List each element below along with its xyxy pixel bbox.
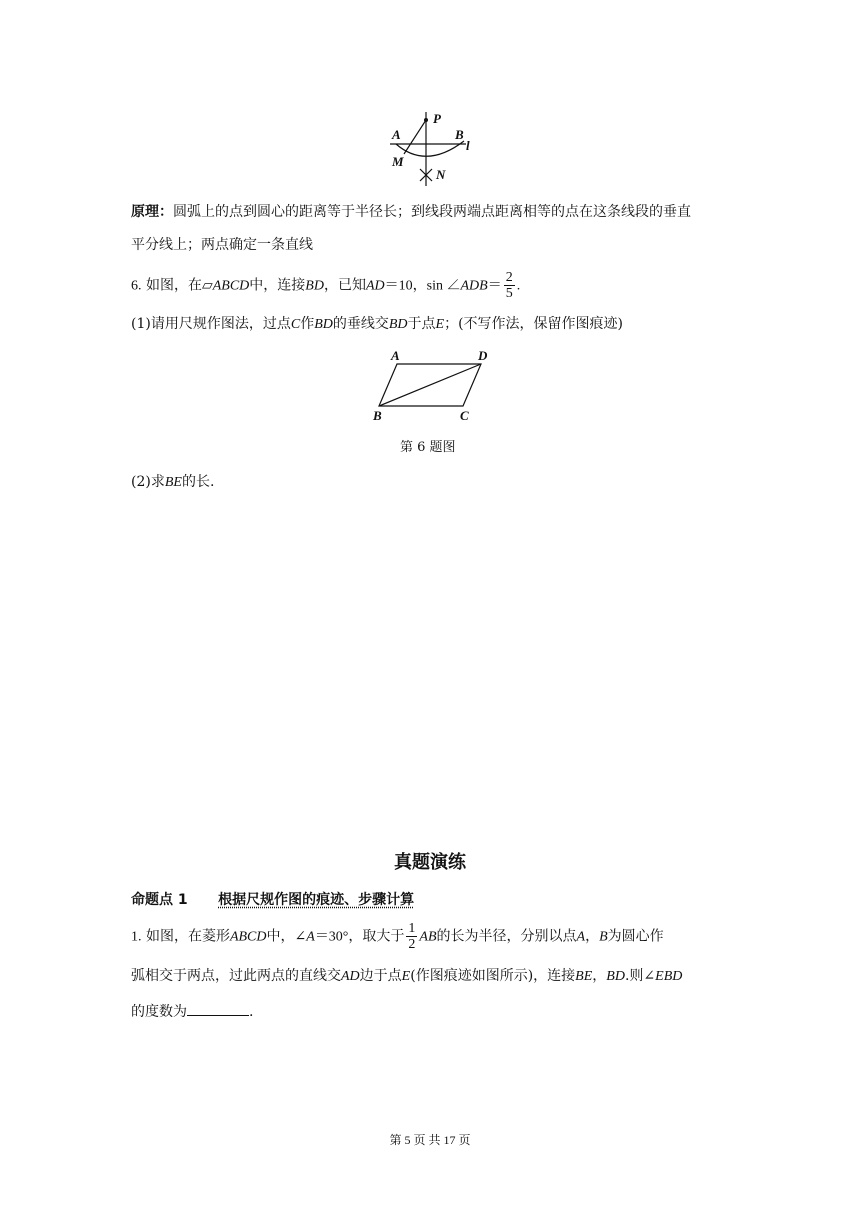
label-n: N [436, 167, 446, 182]
principle-label: 原理： [131, 204, 173, 220]
fraction-numerator: 2 [505, 270, 513, 285]
q1-var: BE [575, 969, 593, 984]
q1-var: A [306, 929, 315, 945]
q1-text: ， [585, 928, 600, 945]
q1-text: 的度数为 [131, 1004, 187, 1020]
page-footer: 第 5 页 共 17 页 [389, 1133, 471, 1147]
q6-p1-var: E [435, 317, 445, 332]
q6-p2-text: (2)求 [131, 474, 165, 490]
q1-fraction [406, 921, 417, 952]
q1-var: EBD [655, 969, 683, 984]
label-b: B [455, 127, 464, 142]
q1-text: (作图痕迹如图所示)，连接 [410, 968, 576, 984]
q6-stem [131, 270, 520, 302]
q1-text: . [249, 1004, 254, 1020]
q6-p1-var: C [290, 317, 301, 332]
label-d: D [478, 348, 488, 363]
q6-text: 如图，在▱ [145, 277, 213, 294]
q6-text: ，已知 [323, 277, 366, 294]
parallelogram-figure [366, 346, 496, 426]
label-p: P [433, 111, 441, 126]
principle-text-2: 平分线上；两点确定一条直线 [131, 237, 313, 253]
q6-p1-text: 的垂线交 [332, 316, 389, 332]
label-l: l [466, 138, 470, 153]
fraction-numerator: 1 [408, 921, 416, 936]
q1-line-1 [131, 921, 664, 953]
q6-p1-text: 作 [300, 316, 315, 332]
label-c: C [460, 408, 469, 423]
q6-p2-var: BE [164, 475, 182, 490]
point-label: 命题点 1 [131, 892, 188, 908]
q6-text: ＝10，sin ∠ [384, 278, 461, 294]
q1-var: A [576, 929, 586, 945]
q1-var: ABCD [229, 929, 267, 945]
point-p [424, 118, 428, 122]
q1-text: 为圆心作 [607, 928, 664, 945]
q1-var: AB [419, 929, 437, 945]
q1-text: 如图，在菱形 [145, 928, 230, 945]
q1-var: B [599, 929, 608, 945]
q1-var: E [401, 969, 411, 984]
q6-p1-var: BD [388, 317, 408, 332]
q6-part-2 [131, 472, 214, 493]
proposition-point [131, 890, 414, 910]
q6-number: 6. [131, 278, 142, 294]
q6-p1-text: ；(不写作法，保留作图痕迹) [444, 316, 624, 332]
q1-var: BD [606, 969, 625, 984]
construction-arc [396, 141, 464, 156]
answer-blank[interactable] [187, 1001, 249, 1016]
q1-line-3 [131, 1001, 253, 1022]
q6-var: ADB [460, 278, 488, 294]
point-text: 根据尺规作图的痕迹、步骤计算 [218, 892, 415, 908]
q6-text: . [516, 278, 521, 294]
label-m: M [392, 154, 404, 169]
q1-text: 中，∠ [266, 928, 307, 945]
q6-p1-text: (1)请用尺规作图法，过点 [131, 316, 291, 332]
q6-var: AD [365, 278, 385, 294]
fraction-denominator: 5 [505, 286, 513, 301]
radius-segment [404, 120, 426, 154]
q1-var: AD [341, 969, 360, 984]
label-a: A [391, 348, 400, 363]
q6-text: ＝ [487, 277, 502, 294]
principle-text-1: 圆弧上的点到圆心的距离等于半径长；到线段两端点距离相等的点在这条线段的垂直 [173, 204, 691, 220]
label-a: A [392, 127, 401, 142]
q1-text: 的长为半径，分别以点 [436, 928, 577, 945]
q6-var: ABCD [212, 278, 250, 294]
q1-text: ， [592, 968, 607, 984]
label-b: B [373, 408, 382, 423]
figure-caption: 第 6 题图 [400, 440, 456, 455]
q6-var: BD [305, 278, 324, 294]
section-title: 真题演练 [394, 852, 466, 873]
q6-p2-text: 的长. [181, 474, 215, 490]
q6-p1-var: BD [314, 317, 333, 332]
q6-part-1 [131, 314, 623, 335]
fraction-denominator: 2 [408, 937, 416, 952]
q6-text: 中，连接 [249, 277, 306, 294]
q1-text: 弧相交于两点，过此两点的直线交 [131, 968, 341, 984]
q1-number: 1. [131, 929, 142, 945]
perpendicular-construction-figure [380, 108, 480, 188]
q1-text: .则∠ [624, 968, 656, 984]
q1-text: 边于点 [359, 968, 402, 984]
q1-line-2 [131, 966, 682, 987]
principle-line-1 [131, 202, 691, 222]
q1-text: ＝30°，取大于 [314, 929, 405, 945]
q6-p1-text: 于点 [407, 316, 436, 332]
q6-fraction [504, 270, 515, 301]
principle-line-2 [131, 235, 313, 255]
